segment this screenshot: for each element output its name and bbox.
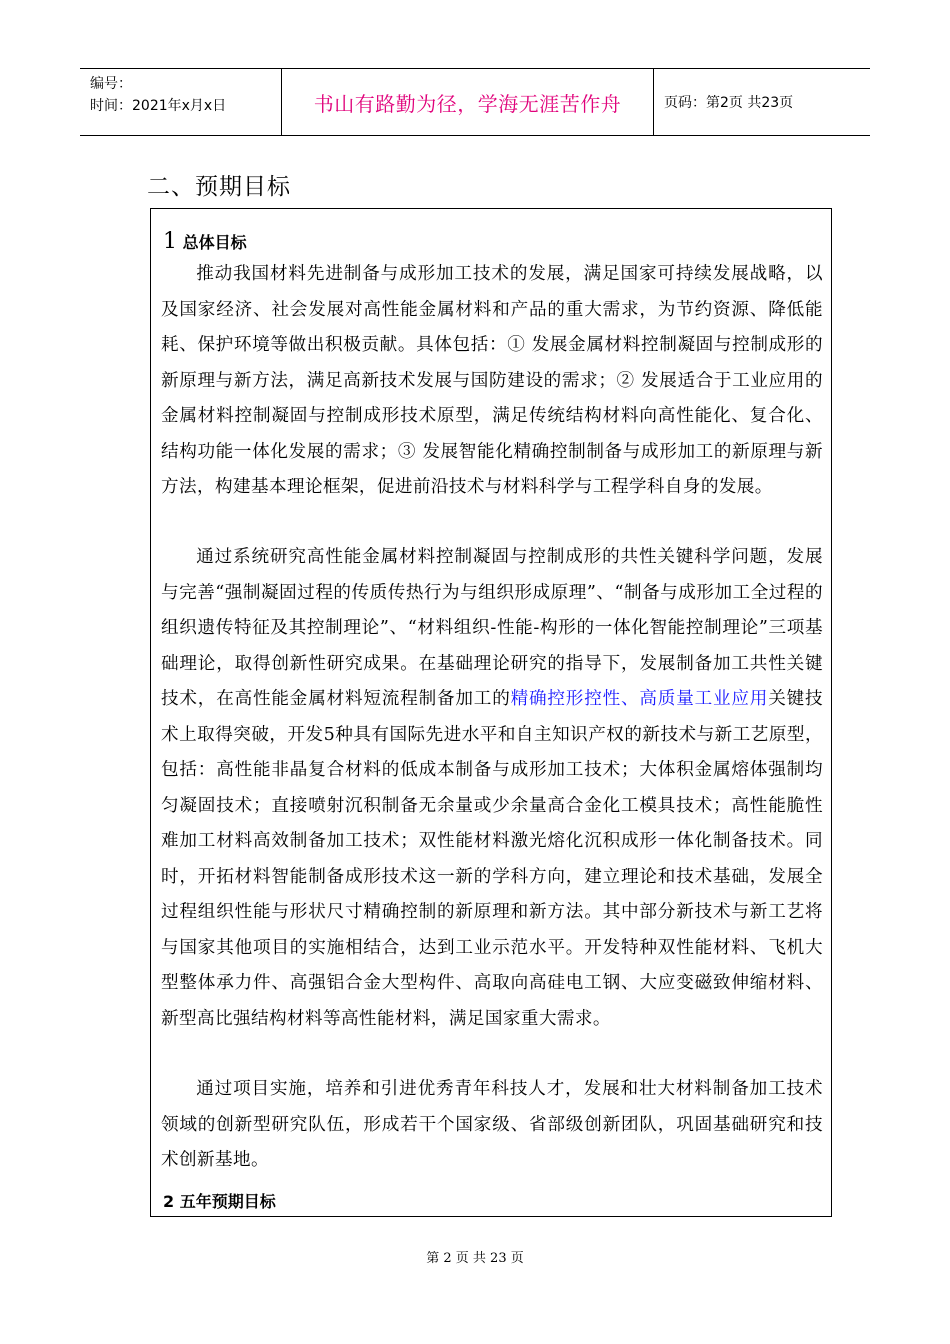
page-footer: 第 2 页 共 23 页 [426,1251,524,1266]
document-number: 编号： [90,76,132,92]
paragraph-text: 关键技术上取得突破，开发5种具有国际先进水平和自主知识产权的新技术与新工艺原型，包括：高性能非晶复合材料的低成本制备与成形加工技术；大体积金属熔体强制均匀凝固技术；直接喷射沉积制备无余量或少余量高合金化工模具技术；高性能脆性难加工材料高效制备加工技术；双性能材料激光熔化沉积成形一体化制备技术。同时，开拓材料智能制备成形技术这一新的学科方向，建立理论和技术基础，发展全过程组织性能与形状尺寸精确控制的新原理和新方法。其中部分新技术与新工艺将与国家其他项目的实施相结合，达到工业示范水平。开发特种双性能材料、飞机大型整体承力件、高强铝合金大型构件、高取向高硅电工钢、大应变磁致伸缩材料、新型高比强结构材料等高性能材料，满足国家重大需求。 [161,689,823,1029]
paragraph-text: 通过系统研究高性能金属材料控制凝固与控制成形的共性关键科学问题，发展与完善“强制凝固过程的传质传热行为与组织形成原理”、“制备与成形加工全过程的组织遗传特征及其控制理论”、“材料组织-性能-构形的一体化智能控制理论”三项基础理论，取得创新性研究成果。在基础理论研究的指导下，发展制备加工共性关键技术，在高性能金属材料短流程制备加工的 [161,547,823,709]
document-time: 时间：2021年x月x日 [90,98,227,114]
highlighted-text: 精确控形控性、高质量工业应用 [510,689,769,709]
subsection-heading-overall [163,229,247,254]
subsection-title: 五年预期目标 [179,1192,276,1211]
subsection-heading-five-year [163,1189,276,1212]
section-title: 二、预期目标 [147,174,291,200]
subsection-title: 总体目标 [182,233,247,252]
subsection-number: 1 [163,229,177,254]
header-meta [80,69,282,135]
content-box [150,208,832,1217]
paragraph-overall-goals: 推动我国材料先进制备与成形加工技术的发展，满足国家可持续发展战略，以及国家经济、社会发展对高性能金属材料和产品的重大需求，为节约资源、降低能耗、保护环境等做出积极贡献。具体包括：① 发展金属材料控制凝固与控制成形的新原理与新方法，满足高新技术发展与国防建设的需求；② 发展适合于工业应用的金属材料控制凝固与控制成形技术原型，满足传统结构材料向高性能化、复合化、结构功能一体化发展的需求；③ 发展智能化精确控制制备与成形加工的新原理与新方法，构建基本理论框架，促进前沿技术与材料科学与工程学科自身的发展。 [161,264,823,497]
paragraph-talent-goals: 通过项目实施，培养和引进优秀青年科技人才，发展和壮大材料制备加工技术领域的创新型研究队伍，形成若干个国家级、省部级创新团队，巩固基础研究和技术创新基地。 [161,1079,823,1170]
page-header [80,68,870,136]
header-motto: 书山有路勤为径，学海无涯苦作舟 [282,69,654,135]
paragraph-research-goals [161,540,823,1037]
subsection-number: 2 [163,1192,175,1211]
header-page-code: 页码：第2页 共23页 [664,95,794,111]
